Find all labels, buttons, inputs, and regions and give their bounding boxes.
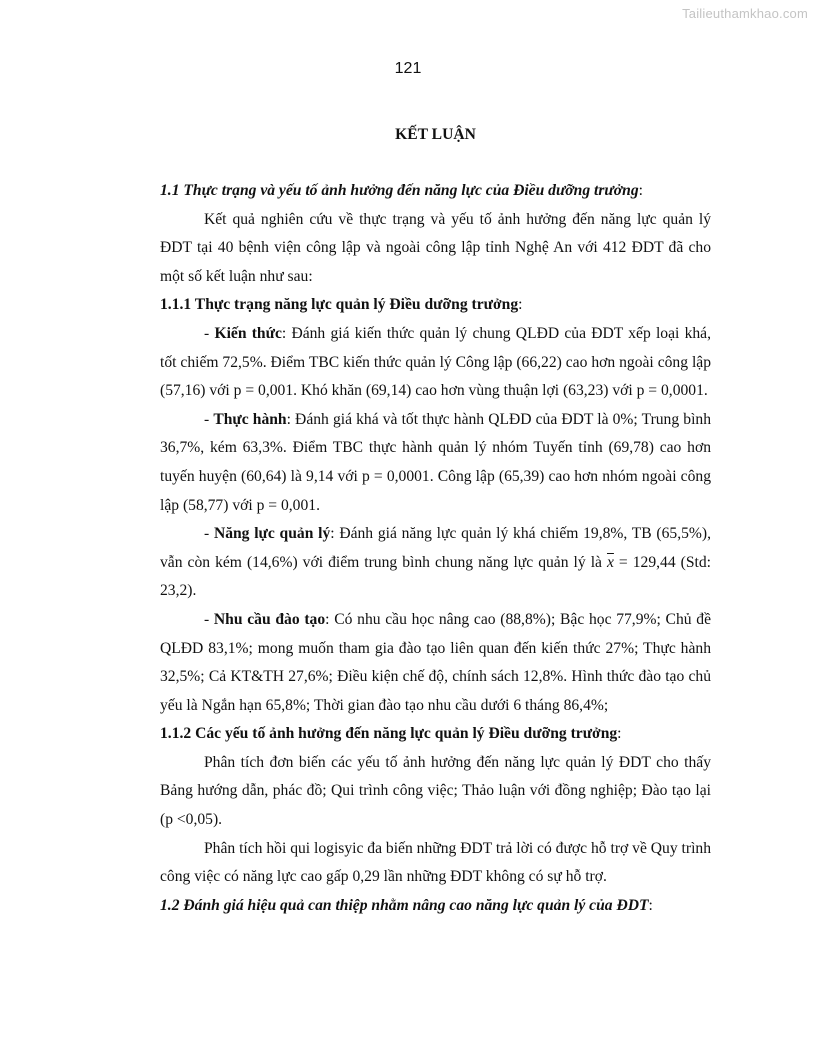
section-1-1-2-heading-colon: : xyxy=(617,725,622,743)
mean-symbol: $\overline{x}$ xyxy=(606,553,614,571)
section-1-1-1-heading-text: 1.1.1 Thực trạng năng lực quản lý Điều dưỡng trưởng xyxy=(160,296,519,314)
item-prefix: - xyxy=(204,610,214,628)
item-text: : Có nhu cầu học nâng cao (88,8%); Bậc học 77,9%; Chủ đề QLĐD 83,1%; mong muốn tham gia đào tạo liên quan đến kiến thức 27%; Thực hành 32,5%; Cả KT&TH 27,6%; Điều kiện chế độ, chính sách 12,8%. Hình thức đào tạo chủ yếu là Ngắn hạn 65,8%; Thời gian đào tạo nhu cầu dưới 6 tháng 86,4%; xyxy=(160,610,711,714)
watermark: Tailieuthamkhao.com xyxy=(682,6,808,21)
section-1-2-heading-colon: : xyxy=(648,896,653,914)
section-1-1-intro: Kết quả nghiên cứu về thực trạng và yếu tố ảnh hưởng đến năng lực quản lý ĐDT tại 40 bệnh viện công lập và ngoài công lập tỉnh Nghệ An với 412 ĐDT đã cho một số kết luận như sau: xyxy=(160,210,711,285)
item-prefix: - xyxy=(204,525,214,543)
section-1-1-1-heading xyxy=(160,291,711,320)
item-text: : Đánh giá khá và tốt thực hành QLĐD của ĐDT là 0%; Trung bình 36,7%, kém 63,3%. Điểm TBC thực hành quản lý nhóm Tuyến tỉnh (69,78) cao hơn tuyến huyện (60,64) là 9,14 với p = 0,0001. Công lập (65,39) cao hơn nhóm ngoài công lập (58,77) với p = 0,001. xyxy=(160,410,711,514)
item-label: Năng lực quản lý xyxy=(213,525,331,543)
section-1-1-heading xyxy=(160,177,711,206)
section-1-2-heading xyxy=(160,892,711,921)
document-body xyxy=(160,121,711,920)
item-thuc-hanh xyxy=(160,406,711,520)
section-1-1-2-para-2: Phân tích hồi qui logisyic đa biến những ĐDT trả lời có được hỗ trợ về Quy trình công việc có năng lực cao gấp 0,29 lần những ĐDT không có sự hỗ trợ. xyxy=(160,839,711,886)
item-label: Thực hành xyxy=(213,410,287,428)
item-nang-luc-quan-ly xyxy=(160,520,711,606)
item-prefix: - xyxy=(204,324,215,342)
item-text: : Đánh giá kiến thức quản lý chung QLĐD của ĐDT xếp loại khá, tốt chiếm 72,5%. Điểm TBC kiến thức quản lý Công lập (66,22) cao hơn ngoài công lập (57,16) với p = 0,001. Khó khăn (69,14) cao hơn vùng thuận lợi (63,23) với p = 0,0001. xyxy=(160,324,712,400)
section-1-1-heading-text: 1.1 Thực trạng và yếu tố ảnh hưởng đến năng lực của Điều dưỡng trưởng xyxy=(160,182,639,199)
section-1-1-2-heading xyxy=(160,720,711,749)
section-1-1-1-heading-colon: : xyxy=(518,296,523,314)
page-number: 121 xyxy=(394,60,422,77)
item-nhu-cau-dao-tao xyxy=(160,606,711,720)
section-1-1-2-heading-text: 1.1.2 Các yếu tố ảnh hưởng đến năng lực quản lý Điều dưỡng trưởng xyxy=(160,725,618,743)
section-1-2-heading-text: 1.2 Đánh giá hiệu quả can thiệp nhằm nâng cao năng lực quản lý của ĐDT xyxy=(160,896,649,914)
page-title: KẾT LUẬN xyxy=(395,126,476,143)
item-label: Kiến thức xyxy=(214,324,282,342)
section-1-1-heading-colon: : xyxy=(638,182,643,199)
item-kien-thuc xyxy=(160,320,711,406)
section-1-1-2-para-1: Phân tích đơn biến các yếu tố ảnh hưởng đến năng lực quản lý ĐDT cho thấy Bảng hướng dẫn, phác đồ; Qui trình công việc; Thảo luận với đồng nghiệp; Đào tạo lại (p <0,05). xyxy=(160,753,711,829)
item-label: Nhu cầu đào tạo xyxy=(213,610,326,628)
item-prefix: - xyxy=(204,410,214,428)
item-text-after: = 129,44 (Std: 23,2). xyxy=(160,553,712,600)
item-text: : Đánh giá năng lực quản lý khá chiếm 19,8%, TB (65,5%), vẫn còn kém (14,6%) với điểm trung bình chung năng lực quản lý là xyxy=(160,525,711,571)
